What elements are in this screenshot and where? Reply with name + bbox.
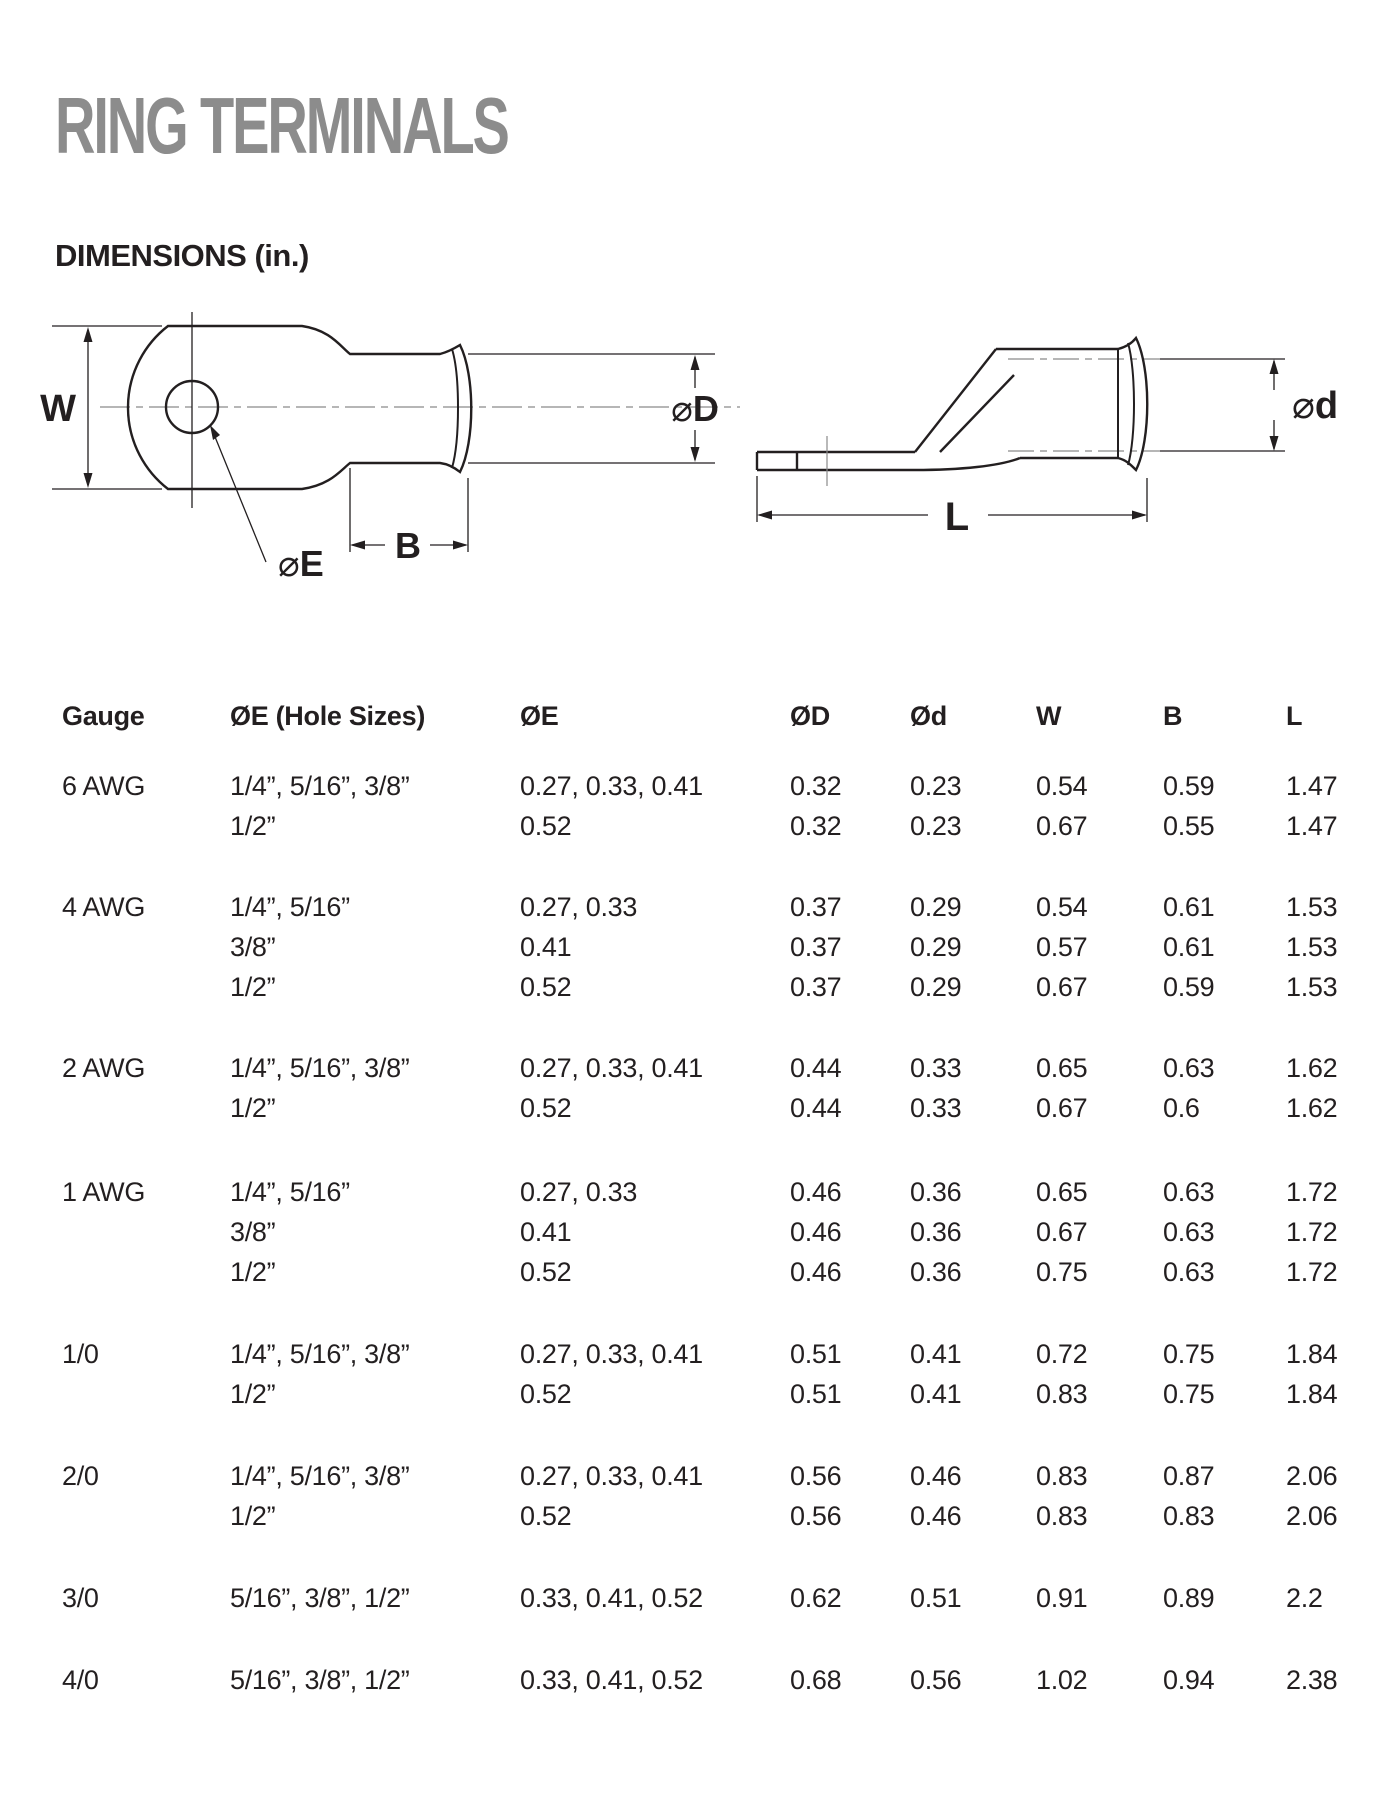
table-row [0, 1378, 1400, 1414]
cell-od: 0.32 [790, 811, 842, 841]
cell-oe: 0.52 [520, 1257, 572, 1287]
cell-gauge: 2 AWG [62, 1053, 146, 1083]
cell-od-small: 0.29 [910, 932, 962, 962]
table-row [0, 1664, 1400, 1700]
cell-oe: 0.52 [520, 972, 572, 1002]
column-header-hole-sizes: ØE (Hole Sizes) [230, 701, 426, 731]
cell-l: 1.47 [1286, 771, 1338, 801]
cell-w: 0.83 [1036, 1461, 1088, 1491]
table-row [0, 810, 1400, 846]
cell-b: 0.63 [1163, 1177, 1215, 1207]
table-row [0, 1256, 1400, 1292]
cell-b: 0.89 [1163, 1583, 1215, 1613]
cell-l: 1.72 [1286, 1177, 1338, 1207]
cell-hole-sizes: 1/4”, 5/16”, 3/8” [230, 1053, 410, 1083]
w-label: W [40, 388, 76, 430]
cell-od-small: 0.33 [910, 1053, 962, 1083]
cell-l: 2.38 [1286, 1665, 1338, 1695]
cell-od-small: 0.41 [910, 1339, 962, 1369]
column-header-oe: ØE [520, 701, 559, 731]
cell-l: 1.53 [1286, 972, 1338, 1002]
cell-b: 0.94 [1163, 1665, 1215, 1695]
cell-b: 0.75 [1163, 1379, 1215, 1409]
cell-l: 1.62 [1286, 1053, 1338, 1083]
cell-b: 0.59 [1163, 771, 1215, 801]
cell-od: 0.51 [790, 1339, 842, 1369]
cell-od: 0.44 [790, 1053, 842, 1083]
cell-oe: 0.41 [520, 932, 572, 962]
cell-od-small: 0.56 [910, 1665, 962, 1695]
cell-od-small: 0.36 [910, 1217, 962, 1247]
cell-b: 0.63 [1163, 1257, 1215, 1287]
cell-hole-sizes: 1/4”, 5/16”, 3/8” [230, 771, 410, 801]
cell-hole-sizes: 1/2” [230, 972, 276, 1002]
cell-gauge: 3/0 [62, 1583, 99, 1613]
cell-hole-sizes: 5/16”, 3/8”, 1/2” [230, 1665, 410, 1695]
cell-oe: 0.27, 0.33, 0.41 [520, 1461, 703, 1491]
cell-oe: 0.52 [520, 1093, 572, 1123]
flare-outline-side [1118, 338, 1147, 470]
cell-oe: 0.52 [520, 1379, 572, 1409]
cell-l: 2.06 [1286, 1461, 1338, 1491]
cell-w: 1.02 [1036, 1665, 1088, 1695]
oe-label-symbol: ⌀ [278, 543, 300, 584]
table-row [0, 1216, 1400, 1252]
cell-w: 0.57 [1036, 932, 1088, 962]
cell-od: 0.37 [790, 892, 842, 922]
cell-l: 2.06 [1286, 1501, 1338, 1531]
od-arrow-up [691, 355, 700, 370]
cell-l: 1.47 [1286, 811, 1338, 841]
neck-bottom-curve [915, 458, 1020, 470]
cell-w: 0.54 [1036, 892, 1088, 922]
cell-gauge: 4 AWG [62, 892, 146, 922]
oe-label-letter: E [299, 543, 324, 584]
od-small-label [1292, 385, 1338, 427]
cell-w: 0.83 [1036, 1379, 1088, 1409]
table-row [0, 770, 1400, 806]
cell-od-small: 0.36 [910, 1177, 962, 1207]
cell-l: 1.84 [1286, 1379, 1338, 1409]
cell-od: 0.56 [790, 1461, 842, 1491]
cell-hole-sizes: 1/2” [230, 1501, 276, 1531]
cell-oe: 0.27, 0.33 [520, 1177, 638, 1207]
table-row [0, 1052, 1400, 1088]
cell-od-small: 0.46 [910, 1461, 962, 1491]
page-subtitle: DIMENSIONS (in.) [55, 238, 309, 273]
cell-w: 0.54 [1036, 771, 1088, 801]
cell-w: 0.67 [1036, 1217, 1088, 1247]
cell-l: 1.62 [1286, 1093, 1338, 1123]
cell-od: 0.44 [790, 1093, 842, 1123]
cell-w: 0.67 [1036, 811, 1088, 841]
cell-b: 0.63 [1163, 1217, 1215, 1247]
table-row [0, 891, 1400, 927]
cell-od-small: 0.41 [910, 1379, 962, 1409]
cell-hole-sizes: 1/4”, 5/16” [230, 892, 350, 922]
b-label: B [395, 525, 421, 566]
cell-oe: 0.27, 0.33, 0.41 [520, 771, 703, 801]
table-row [0, 1176, 1400, 1212]
cell-hole-sizes: 1/2” [230, 1379, 276, 1409]
cell-gauge: 4/0 [62, 1665, 99, 1695]
cell-w: 0.75 [1036, 1257, 1088, 1287]
table-row [0, 1582, 1400, 1618]
od-label-letter: D [692, 388, 719, 429]
neck-slant-inner [940, 375, 1014, 452]
cell-b: 0.61 [1163, 892, 1215, 922]
table-header-row [0, 700, 1400, 736]
cell-l: 1.53 [1286, 892, 1338, 922]
top-view-drawing [40, 312, 740, 584]
table-row [0, 1460, 1400, 1496]
od-label-symbol: ⌀ [671, 388, 693, 429]
cell-w: 0.67 [1036, 972, 1088, 1002]
table-row [0, 1500, 1400, 1536]
table-row [0, 971, 1400, 1007]
cell-gauge: 2/0 [62, 1461, 99, 1491]
column-header-l: L [1286, 701, 1303, 731]
od-arrow-down [691, 447, 700, 462]
table-row [0, 1338, 1400, 1374]
flare-inner-lip [452, 349, 458, 468]
side-view-drawing [757, 338, 1338, 539]
cell-od-small: 0.33 [910, 1093, 962, 1123]
cell-oe: 0.27, 0.33 [520, 892, 638, 922]
cell-od: 0.68 [790, 1665, 842, 1695]
b-arrow-right [453, 541, 468, 550]
cell-l: 1.84 [1286, 1339, 1338, 1369]
cell-od: 0.56 [790, 1501, 842, 1531]
cell-b: 0.61 [1163, 932, 1215, 962]
cell-hole-sizes: 3/8” [230, 1217, 276, 1247]
od-small-arrow-down [1270, 436, 1279, 451]
cell-oe: 0.52 [520, 1501, 572, 1531]
l-label: L [944, 495, 970, 539]
cell-l: 1.72 [1286, 1217, 1338, 1247]
cell-oe: 0.41 [520, 1217, 572, 1247]
column-header-b: B [1163, 701, 1183, 731]
oe-leader-line [211, 427, 266, 562]
flare-inner-lip-side [1128, 343, 1134, 465]
table-row [0, 1092, 1400, 1128]
cell-b: 0.83 [1163, 1501, 1215, 1531]
cell-oe: 0.27, 0.33, 0.41 [520, 1339, 703, 1369]
cell-od-small: 0.23 [910, 811, 962, 841]
cell-gauge: 1 AWG [62, 1177, 146, 1207]
cell-od: 0.46 [790, 1177, 842, 1207]
cell-b: 0.59 [1163, 972, 1215, 1002]
cell-gauge: 6 AWG [62, 771, 146, 801]
cell-oe: 0.27, 0.33, 0.41 [520, 1053, 703, 1083]
cell-od: 0.32 [790, 771, 842, 801]
cell-hole-sizes: 3/8” [230, 932, 276, 962]
tongue-outline [757, 452, 915, 470]
cell-od: 0.46 [790, 1257, 842, 1287]
cell-b: 0.63 [1163, 1053, 1215, 1083]
table-row [0, 931, 1400, 967]
cell-hole-sizes: 1/4”, 5/16”, 3/8” [230, 1461, 410, 1491]
column-header-gauge: Gauge [62, 701, 145, 731]
cell-l: 1.53 [1286, 932, 1338, 962]
column-header-od: ØD [790, 701, 830, 731]
cell-w: 0.83 [1036, 1501, 1088, 1531]
column-header-od-small: Ød [910, 701, 947, 731]
w-arrow-up [84, 327, 93, 342]
cell-w: 0.67 [1036, 1093, 1088, 1123]
w-arrow-down [84, 473, 93, 488]
cell-od-small: 0.29 [910, 972, 962, 1002]
cell-hole-sizes: 1/2” [230, 811, 276, 841]
cell-od: 0.62 [790, 1583, 842, 1613]
cell-hole-sizes: 1/2” [230, 1257, 276, 1287]
cell-hole-sizes: 1/4”, 5/16”, 3/8” [230, 1339, 410, 1369]
cell-b: 0.75 [1163, 1339, 1215, 1369]
cell-l: 1.72 [1286, 1257, 1338, 1287]
cell-w: 0.65 [1036, 1177, 1088, 1207]
cell-od: 0.51 [790, 1379, 842, 1409]
cell-b: 0.6 [1163, 1093, 1200, 1123]
cell-oe: 0.52 [520, 811, 572, 841]
dimension-diagram [0, 290, 1400, 610]
oe-leader-arrow [210, 425, 220, 440]
cell-od: 0.37 [790, 932, 842, 962]
cell-od: 0.46 [790, 1217, 842, 1247]
cell-oe: 0.33, 0.41, 0.52 [520, 1583, 703, 1613]
l-arrow-left [757, 511, 772, 520]
cell-od-small: 0.36 [910, 1257, 962, 1287]
od-small-label-symbol: ⌀ [1292, 385, 1315, 427]
cell-od-small: 0.51 [910, 1583, 962, 1613]
od-small-arrow-up [1270, 359, 1279, 374]
b-arrow-left [350, 541, 365, 550]
cell-b: 0.55 [1163, 811, 1215, 841]
cell-l: 2.2 [1286, 1583, 1323, 1613]
cell-od: 0.37 [790, 972, 842, 1002]
cell-w: 0.65 [1036, 1053, 1088, 1083]
l-arrow-right [1132, 511, 1147, 520]
cell-hole-sizes: 1/4”, 5/16” [230, 1177, 350, 1207]
page-title: RING TERMINALS [55, 81, 508, 170]
cell-od-small: 0.23 [910, 771, 962, 801]
cell-hole-sizes: 1/2” [230, 1093, 276, 1123]
column-header-w: W [1036, 701, 1062, 731]
cell-b: 0.87 [1163, 1461, 1215, 1491]
cell-hole-sizes: 5/16”, 3/8”, 1/2” [230, 1583, 410, 1613]
od-label [671, 388, 719, 429]
od-small-label-letter: d [1314, 385, 1339, 427]
cell-w: 0.72 [1036, 1339, 1088, 1369]
oe-label [278, 543, 324, 584]
cell-od-small: 0.46 [910, 1501, 962, 1531]
cell-w: 0.91 [1036, 1583, 1088, 1613]
cell-gauge: 1/0 [62, 1339, 99, 1369]
cell-od-small: 0.29 [910, 892, 962, 922]
cell-oe: 0.33, 0.41, 0.52 [520, 1665, 703, 1695]
